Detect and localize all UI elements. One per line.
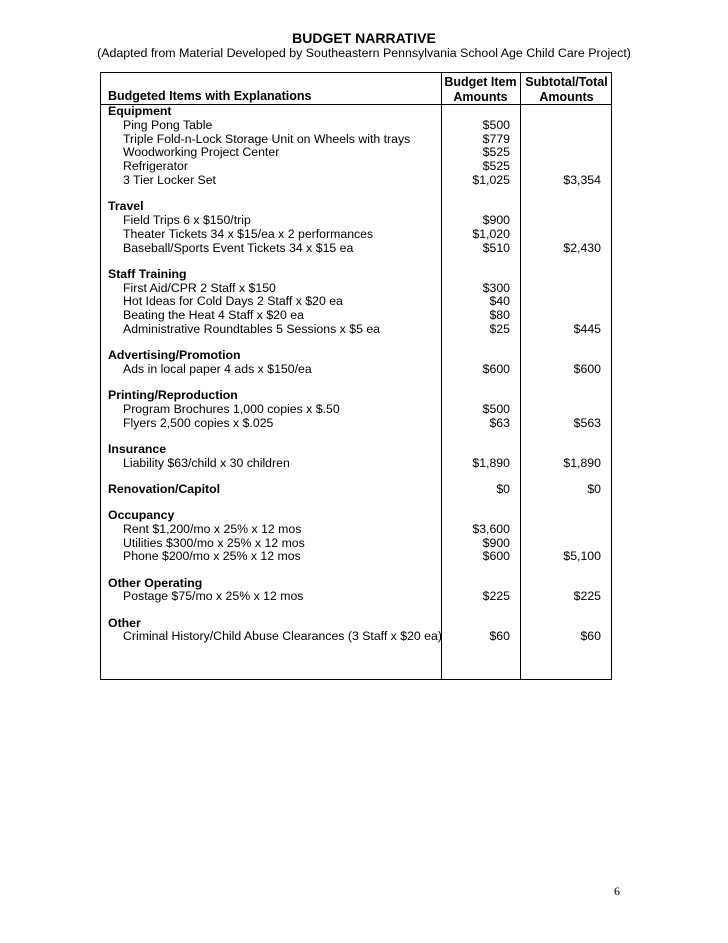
item-subtotal: $563 — [573, 415, 601, 430]
item-label: 3 Tier Locker Set — [123, 172, 216, 187]
item-label: Flyers 2,500 copies x $.025 — [123, 415, 274, 430]
item-subtotal: $1,890 — [563, 455, 601, 470]
section-heading: Insurance — [108, 441, 167, 456]
item-label: Triple Fold-n-Lock Storage Unit on Wheels with trays — [123, 131, 411, 146]
item-amount: $600 — [482, 549, 510, 564]
item-label: Refrigerator — [123, 159, 188, 174]
budget-item-row — [101, 590, 611, 604]
header-items: Budgeted Items with Explanations — [108, 89, 312, 103]
item-label: Field Trips 6 x $150/trip — [123, 212, 251, 227]
budget-section — [101, 268, 611, 337]
budget-item-row — [101, 363, 611, 377]
item-amount: $60 — [489, 629, 510, 644]
section-heading-row — [101, 509, 611, 523]
budget-section — [101, 105, 611, 188]
budget-section — [101, 577, 611, 605]
item-amount: $500 — [482, 401, 510, 416]
section-heading-row — [101, 349, 611, 363]
budget-item-row — [101, 630, 611, 644]
item-subtotal: $225 — [573, 589, 601, 604]
budget-item-row — [101, 119, 611, 133]
budget-item-row — [101, 295, 611, 309]
item-subtotal: $3,354 — [563, 172, 601, 187]
section-heading: Occupancy — [108, 508, 175, 523]
section-heading-row — [101, 443, 611, 457]
header-subtotal-line2: Amounts — [539, 90, 594, 104]
item-label: Postage $75/mo x 25% x 12 mos — [123, 589, 304, 604]
budget-section — [101, 389, 611, 430]
budget-section — [101, 617, 611, 645]
budget-item-row — [101, 228, 611, 242]
budget-item-row — [101, 537, 611, 551]
section-heading-row — [101, 483, 611, 497]
table-body — [101, 105, 611, 657]
item-label: Utilities $300/mo x 25% x 12 mos — [123, 535, 305, 550]
item-amount: $525 — [482, 145, 510, 160]
item-subtotal: $600 — [573, 361, 601, 376]
budget-item-row — [101, 523, 611, 537]
section-heading-row — [101, 617, 611, 631]
document-title: BUDGET NARRATIVE — [292, 30, 436, 46]
item-amount: $500 — [482, 117, 510, 132]
budget-section — [101, 509, 611, 564]
section-heading-row — [101, 105, 611, 119]
section-heading-row — [101, 389, 611, 403]
item-amount: $80 — [489, 308, 510, 323]
header-subtotal — [520, 75, 613, 105]
item-subtotal: $5,100 — [563, 549, 601, 564]
header-amounts-line1: Budget Item — [444, 75, 517, 89]
section-heading: Renovation/Capitol — [108, 481, 221, 496]
item-label: Ping Pong Table — [123, 117, 213, 132]
item-label: Beating the Heat 4 Staff x $20 ea — [123, 308, 304, 323]
item-label: Administrative Roundtables 5 Sessions x $5 ea — [123, 321, 381, 336]
header-amounts — [441, 75, 520, 105]
item-amount: $900 — [482, 535, 510, 550]
section-heading-row — [101, 200, 611, 214]
document-subtitle: (Adapted from Material Developed by Southeastern Pennsylvania School Age Child Care Project) — [97, 46, 631, 60]
budget-table — [100, 72, 612, 680]
item-subtotal: $445 — [573, 321, 601, 336]
budget-item-row — [101, 282, 611, 296]
item-label: First Aid/CPR 2 Staff x $150 — [123, 280, 276, 295]
item-amount: $25 — [489, 321, 510, 336]
item-amount: $63 — [489, 415, 510, 430]
item-amount: $525 — [482, 159, 510, 174]
item-label: Program Brochures 1,000 copies x $.50 — [123, 401, 340, 416]
item-amount: $510 — [482, 240, 510, 255]
budget-item-row — [101, 403, 611, 417]
section-heading-row — [101, 268, 611, 282]
budget-item-row — [101, 174, 611, 188]
item-label: Liability $63/child x 30 children — [123, 455, 290, 470]
budget-item-row — [101, 146, 611, 160]
budget-section — [101, 200, 611, 255]
item-amount: $3,600 — [472, 521, 510, 536]
section-heading: Travel — [108, 199, 144, 214]
item-label: Woodworking Project Center — [123, 145, 280, 160]
item-label: Criminal History/Child Abuse Clearances (3 Staff x $20 ea) — [123, 629, 442, 644]
item-label: Ads in local paper 4 ads x $150/ea — [123, 361, 312, 376]
item-amount: $1,890 — [472, 455, 510, 470]
budget-item-row — [101, 242, 611, 256]
budget-section — [101, 443, 611, 471]
section-subtotal: $0 — [587, 481, 601, 496]
item-amount: $900 — [482, 212, 510, 227]
header-amounts-line2: Amounts — [453, 90, 508, 104]
item-label: Baseball/Sports Event Tickets 34 x $15 ea — [123, 240, 354, 255]
section-heading: Other Operating — [108, 575, 203, 590]
header-subtotal-line1: Subtotal/Total — [525, 75, 608, 89]
section-heading: Staff Training — [108, 266, 187, 281]
section-amount: $0 — [496, 481, 510, 496]
budget-item-row — [101, 309, 611, 323]
budget-item-row — [101, 417, 611, 431]
item-label: Hot Ideas for Cold Days 2 Staff x $20 ea — [123, 294, 343, 309]
item-label: Theater Tickets 34 x $15/ea x 2 performances — [123, 226, 374, 241]
page-number: 6 — [614, 884, 620, 898]
item-label: Rent $1,200/mo x 25% x 12 mos — [123, 521, 302, 536]
section-heading: Other — [108, 615, 141, 630]
item-amount: $1,025 — [472, 172, 510, 187]
item-amount: $1,020 — [472, 226, 510, 241]
budget-section — [101, 349, 611, 377]
budget-item-row — [101, 457, 611, 471]
section-heading-row — [101, 577, 611, 591]
section-heading: Equipment — [108, 104, 172, 118]
item-label: Phone $200/mo x 25% x 12 mos — [123, 549, 301, 564]
budget-item-row — [101, 160, 611, 174]
budget-item-row — [101, 550, 611, 564]
budget-item-row — [101, 323, 611, 337]
item-amount: $300 — [482, 280, 510, 295]
item-amount: $40 — [489, 294, 510, 309]
item-subtotal: $2,430 — [563, 240, 601, 255]
item-amount: $225 — [482, 589, 510, 604]
section-heading: Advertising/Promotion — [108, 348, 241, 363]
budget-section — [101, 483, 611, 497]
budget-item-row — [101, 214, 611, 228]
budget-item-row — [101, 133, 611, 147]
item-amount: $600 — [482, 361, 510, 376]
section-heading: Printing/Reproduction — [108, 388, 238, 403]
item-amount: $779 — [482, 131, 510, 146]
item-subtotal: $60 — [580, 629, 601, 644]
